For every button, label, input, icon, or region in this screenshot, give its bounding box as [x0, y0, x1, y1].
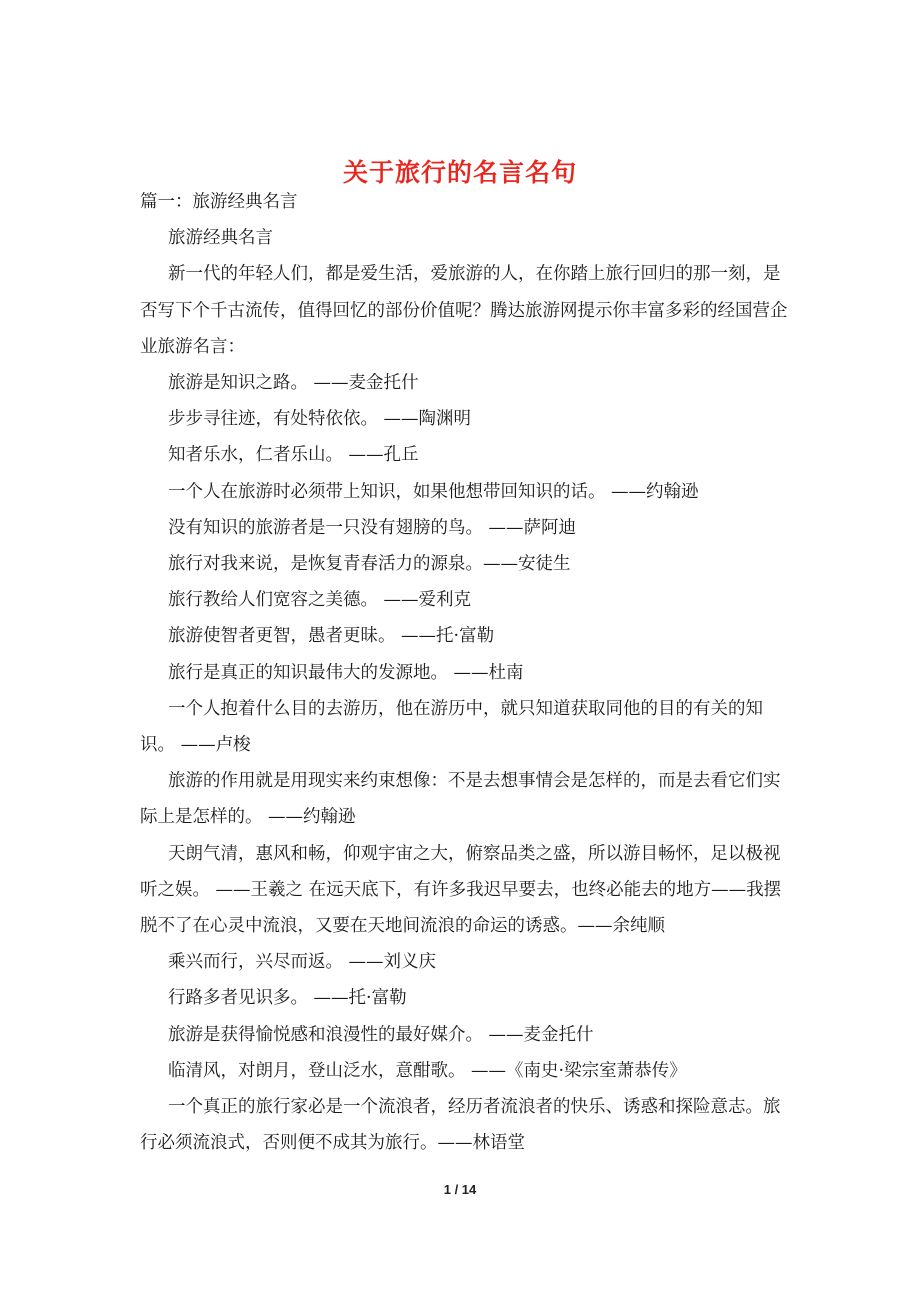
quote-line: 旅游的作用就是用现实来约束想像：不是去想事情会是怎样的，而是去看它们实际上是怎样的。 ——约翰逊: [140, 771, 781, 828]
quote-line: 旅行是真正的知识最伟大的发源地。 ——杜南: [168, 662, 524, 683]
quote-line: 旅游是知识之路。 ——麦金托什: [168, 373, 419, 394]
quote-line: 一个人抱着什么目的去游历，他在游历中，就只知道获取同他的目的有关的知识。 ——卢梭: [140, 698, 763, 756]
section-heading: 篇一：旅游经典名言: [140, 192, 298, 212]
quote-line: 临清风，对朗月，登山泛水，意酣歌。 ——《南史·梁宗室萧恭传》: [168, 1060, 687, 1081]
quote-line: 步步寻往迹，有处特依依。 ——陶渊明: [168, 409, 472, 430]
quote-line: 旅行对我来说，是恢复青春活力的源泉。——安徒生: [168, 554, 571, 575]
quote-line: 乘兴而行，兴尽而返。 ——刘义庆: [168, 952, 437, 973]
quote-line: 一个真正的旅行家必是一个流浪者，经历者流浪者的快乐、诱惑和探险意志。旅行必须流浪式，否则便不成其为旅行。——林语堂: [140, 1097, 781, 1154]
quote-line: 旅行教给人们宽容之美德。 ——爱利克: [168, 590, 472, 611]
quote-line: 旅游使智者更智，愚者更昧。 ——托·富勒: [168, 626, 495, 647]
document-title: 关于旅行的名言名句: [342, 157, 577, 187]
paragraph: 旅游经典名言: [168, 228, 273, 249]
quote-line: 知者乐水，仁者乐山。 ——孔丘: [168, 445, 419, 466]
page-number: 1 / 14: [443, 1182, 477, 1197]
quote-line: 行路多者见识多。 ——托·富勒: [168, 988, 407, 1009]
paragraph: 新一代的年轻人们，都是爱生活，爱旅游的人，在你踏上旅行回归的那一刻，是否写下个千古流传，值得回忆的部份价值呢？腾达旅游网提示你丰富多彩的经国营企业旅游名言：: [140, 264, 788, 357]
quote-line: 天朗气清，惠风和畅，仰观宇宙之大，俯察品类之盛，所以游目畅怀，足以极视听之娱。 ——王羲之 在远天底下，有许多我迟早要去，也终必能去的地方——我摆脱不了在心灵中流浪，又要在天地间流浪的命运的诱惑。——余纯顺: [140, 843, 782, 937]
document-body: [140, 184, 788, 1161]
quote-line: 旅游是获得愉悦感和浪漫性的最好媒介。 ——麦金托什: [168, 1024, 594, 1045]
quote-line: 没有知识的旅游者是一只没有翅膀的鸟。 ——萨阿迪: [168, 517, 577, 538]
quote-line: 一个人在旅游时必须带上知识，如果他想带回知识的话。 ——约翰逊: [168, 481, 699, 502]
